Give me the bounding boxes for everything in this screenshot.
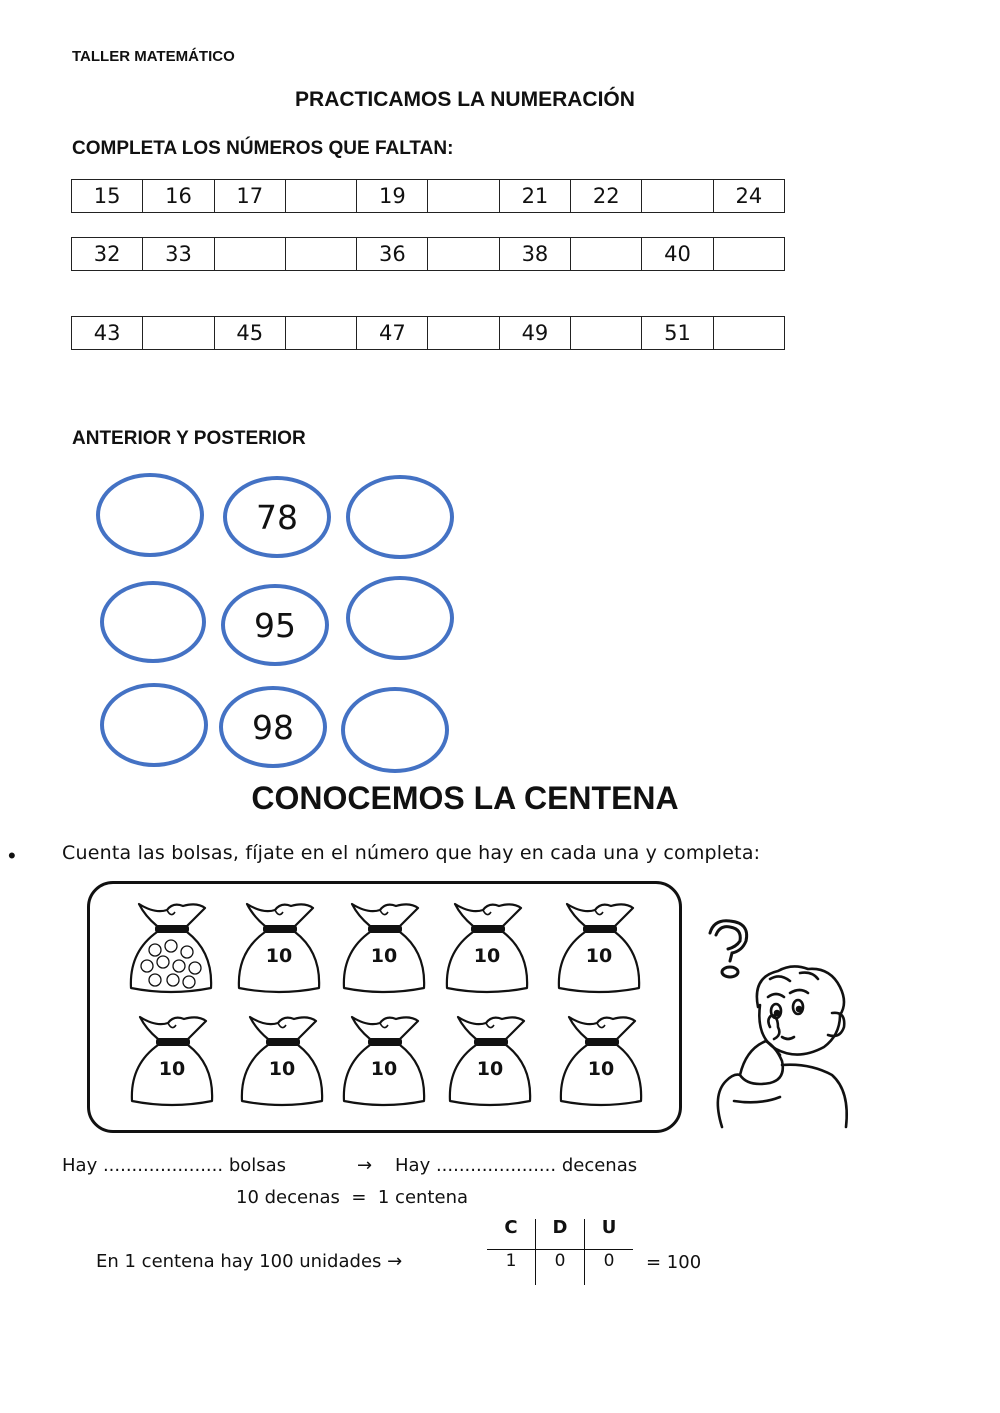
after-circle-3[interactable]	[341, 687, 449, 773]
number-cell: 21	[499, 180, 570, 213]
number-cell: 45	[214, 317, 285, 350]
blank-cell[interactable]	[713, 238, 784, 271]
thinking-child-icon	[700, 915, 860, 1130]
number-cell: 22	[571, 180, 642, 213]
number-cell: 51	[642, 317, 713, 350]
number-cell: 24	[713, 180, 784, 213]
decenas-count-line: Hay ..................... decenas	[395, 1155, 638, 1176]
money-bag-icon	[233, 900, 325, 995]
number-row-2	[71, 237, 785, 271]
money-bag-icon	[553, 900, 645, 995]
number-cell: 15	[72, 180, 143, 213]
cdu-table	[487, 1217, 633, 1289]
money-bag-icon	[338, 1013, 430, 1108]
bag-label: 10	[370, 1058, 398, 1080]
blank-cell[interactable]	[428, 317, 499, 350]
blank-cell[interactable]	[285, 180, 356, 213]
number-cell: 43	[72, 317, 143, 350]
blank-cell[interactable]	[571, 238, 642, 271]
cdu-value-c: 1	[505, 1251, 517, 1271]
number-cell: 47	[357, 317, 428, 350]
workshop-label: TALLER MATEMÁTICO	[72, 48, 235, 65]
cdu-header-d: D	[552, 1217, 568, 1238]
bags-count-line: Hay ..................... bolsas	[62, 1155, 287, 1176]
blank-cell[interactable]	[571, 317, 642, 350]
before-circle-2[interactable]	[100, 581, 206, 663]
sequence-instruction: COMPLETA LOS NÚMEROS QUE FALTAN:	[72, 138, 454, 159]
after-circle-1[interactable]	[346, 475, 454, 559]
money-bag-icon	[236, 1013, 328, 1108]
arrow-icon: →	[357, 1155, 373, 1176]
cdu-header-c: C	[504, 1217, 518, 1238]
cdu-value-d: 0	[554, 1251, 566, 1271]
equation-line: 10 decenas = 1 centena	[236, 1187, 469, 1208]
number-row-1	[71, 179, 785, 213]
bags-instruction: Cuenta las bolsas, fíjate en el número que hay en cada una y completa:	[62, 842, 761, 864]
number-cell: 19	[357, 180, 428, 213]
bag-label: 10	[476, 1058, 504, 1080]
bullet-icon: •	[8, 843, 16, 868]
blank-cell[interactable]	[214, 238, 285, 271]
blank-cell[interactable]	[143, 317, 214, 350]
blank-cell[interactable]	[428, 180, 499, 213]
before-circle-3[interactable]	[100, 683, 208, 767]
bag-label: 10	[587, 1058, 615, 1080]
cdu-result: = 100	[646, 1252, 702, 1273]
before-circle-1[interactable]	[96, 473, 204, 557]
after-circle-2[interactable]	[346, 576, 454, 660]
number-circle-2: 95	[221, 584, 329, 666]
blank-cell[interactable]	[713, 317, 784, 350]
page-title: PRACTICAMOS LA NUMERACIÓN	[295, 88, 635, 111]
number-cell: 17	[214, 180, 285, 213]
money-bag-icon	[441, 900, 533, 995]
neighbors-label: ANTERIOR Y POSTERIOR	[72, 428, 306, 449]
money-bag-icon	[444, 1013, 536, 1108]
bag-label: 10	[158, 1058, 186, 1080]
question-mark-icon	[710, 921, 747, 977]
blank-cell[interactable]	[428, 238, 499, 271]
number-circle-1: 78	[223, 476, 331, 558]
money-bag-icon	[126, 1013, 218, 1108]
units-line: En 1 centena hay 100 unidades →	[96, 1251, 403, 1272]
bag-label: 10	[473, 945, 501, 967]
number-circle-3: 98	[219, 686, 327, 768]
number-cell: 36	[357, 238, 428, 271]
number-cell: 16	[143, 180, 214, 213]
centena-title: CONOCEMOS LA CENTENA	[251, 780, 679, 816]
blank-cell[interactable]	[285, 238, 356, 271]
number-cell: 38	[499, 238, 570, 271]
cdu-divider	[487, 1249, 633, 1250]
blank-cell[interactable]	[285, 317, 356, 350]
money-bag-icon	[555, 1013, 647, 1108]
number-cell: 33	[143, 238, 214, 271]
blank-cell[interactable]	[642, 180, 713, 213]
number-cell: 40	[642, 238, 713, 271]
money-bag-icon	[338, 900, 430, 995]
cdu-header-u: U	[601, 1217, 617, 1238]
bag-label: 10	[268, 1058, 296, 1080]
bag-label: 10	[265, 945, 293, 967]
number-row-3	[71, 316, 785, 350]
cdu-value-u: 0	[603, 1251, 615, 1271]
number-cell: 49	[499, 317, 570, 350]
bag-label: 10	[370, 945, 398, 967]
bag-label: 10	[585, 945, 613, 967]
number-cell: 32	[72, 238, 143, 271]
money-bag-icon	[125, 900, 217, 995]
